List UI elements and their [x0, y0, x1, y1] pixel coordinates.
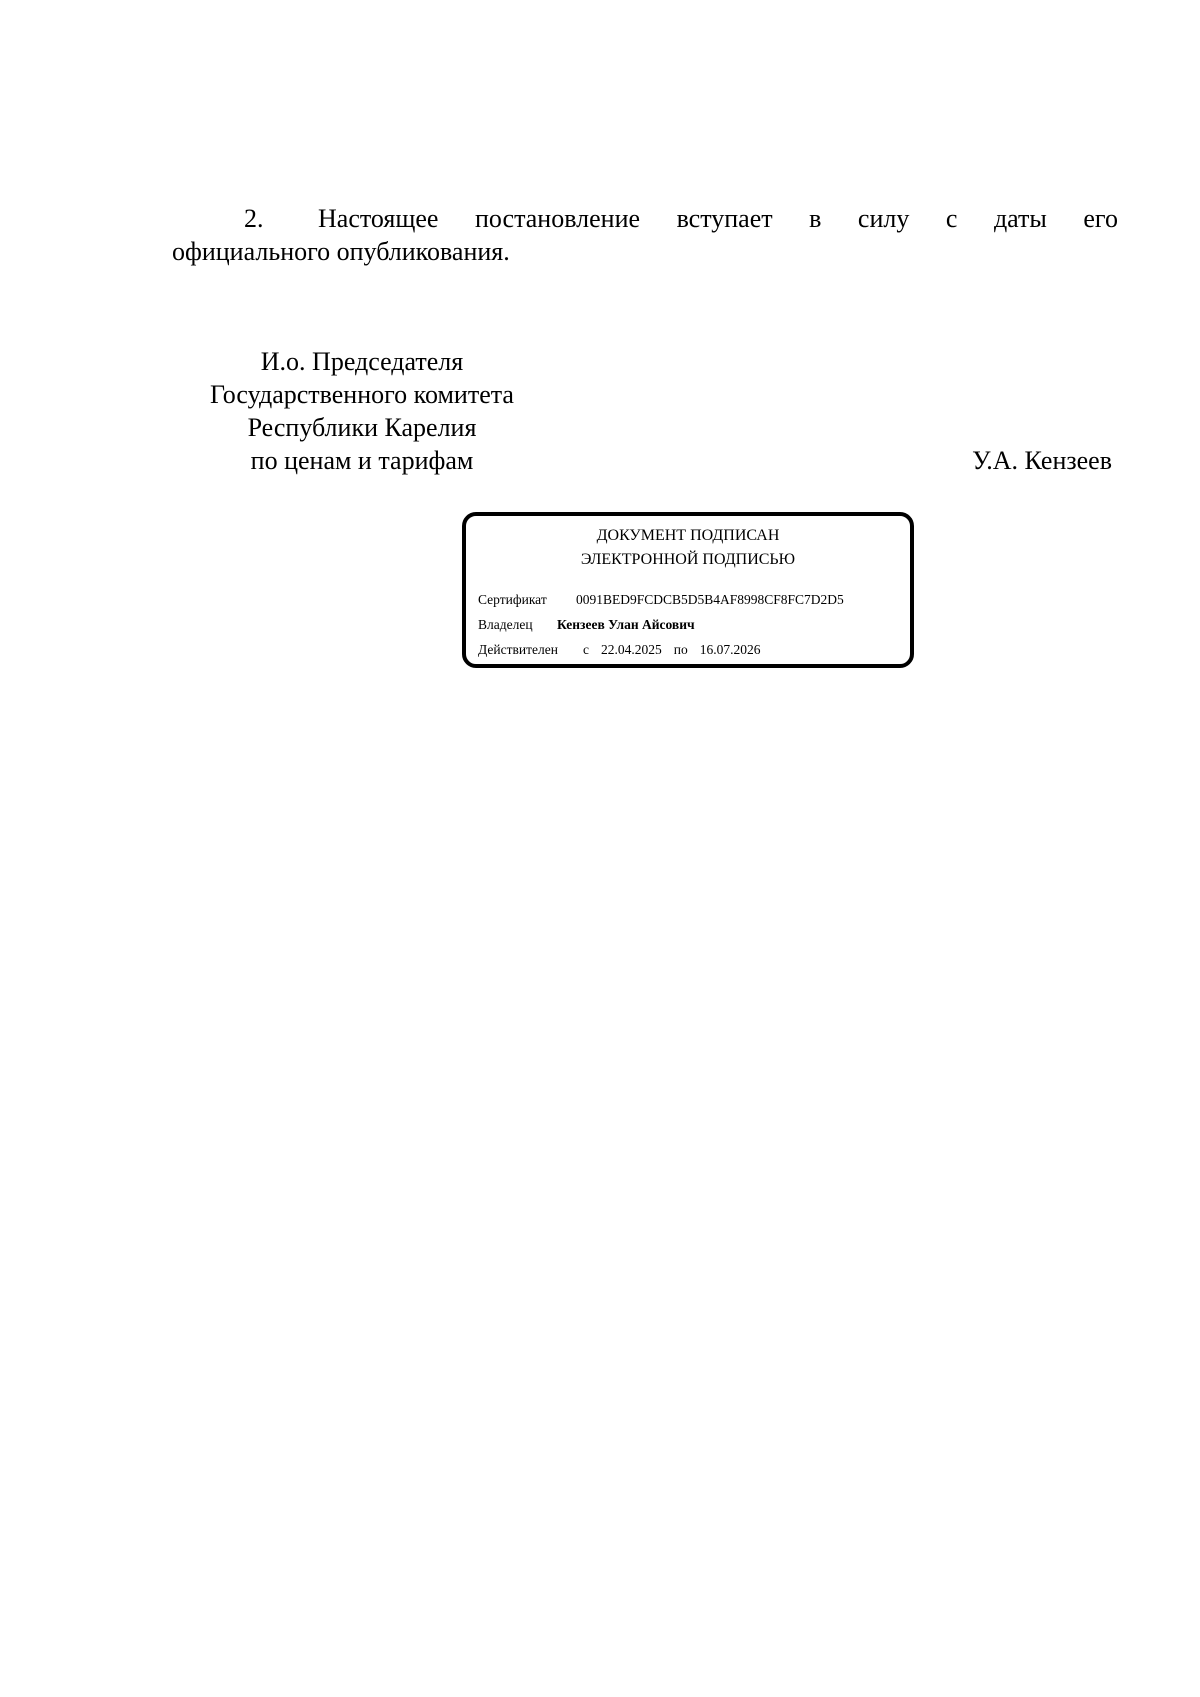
paragraph-word: силу — [857, 204, 910, 233]
position-line: И.о. Председателя — [260, 347, 464, 376]
valid-to-date: 16.07.2026 — [699, 642, 761, 657]
stamp-validity-row — [478, 640, 760, 660]
stamp-title-line-2: ЭЛЕКТРОННОЙ ПОДПИСЬЮ — [580, 551, 796, 568]
certificate-value: 0091BED9FCDCB5D5B4AF8998CF8FC7D2D5 — [576, 592, 844, 607]
paragraph-word: Настоящее — [318, 204, 439, 233]
signer-name: У.А. Кензеев — [972, 446, 1112, 475]
certificate-label: Сертификат — [478, 592, 547, 607]
paragraph-word: его — [1083, 204, 1118, 233]
paragraph-line-2: официального опубликования. — [172, 237, 510, 266]
paragraph-word: в — [809, 204, 822, 233]
position-line: Республики Карелия — [247, 413, 477, 442]
paragraph-word: постановление — [474, 204, 641, 233]
owner-value: Кензеев Улан Айсович — [557, 617, 695, 632]
valid-from-date: 22.04.2025 — [601, 642, 662, 657]
position-line: по ценам и тарифам — [250, 446, 474, 475]
owner-label: Владелец — [478, 617, 533, 632]
electronic-signature-stamp — [462, 512, 914, 668]
valid-to-prefix: по — [673, 642, 688, 657]
paragraph-word: даты — [993, 204, 1047, 233]
position-line: Государственного комитета — [210, 380, 514, 409]
signer-position — [172, 345, 552, 477]
stamp-title-line-1: ДОКУМЕНТ ПОДПИСАН — [596, 527, 780, 544]
paragraph-line-1 — [172, 202, 1118, 235]
paragraph-2 — [172, 202, 1118, 268]
paragraph-word: вступает — [676, 204, 773, 233]
validity-label: Действителен — [478, 642, 558, 657]
stamp-certificate-row — [478, 590, 844, 610]
valid-from-prefix: с — [583, 642, 589, 657]
paragraph-word: с — [945, 204, 958, 233]
stamp-owner-row — [478, 615, 695, 635]
paragraph-number: 2. — [244, 204, 264, 233]
